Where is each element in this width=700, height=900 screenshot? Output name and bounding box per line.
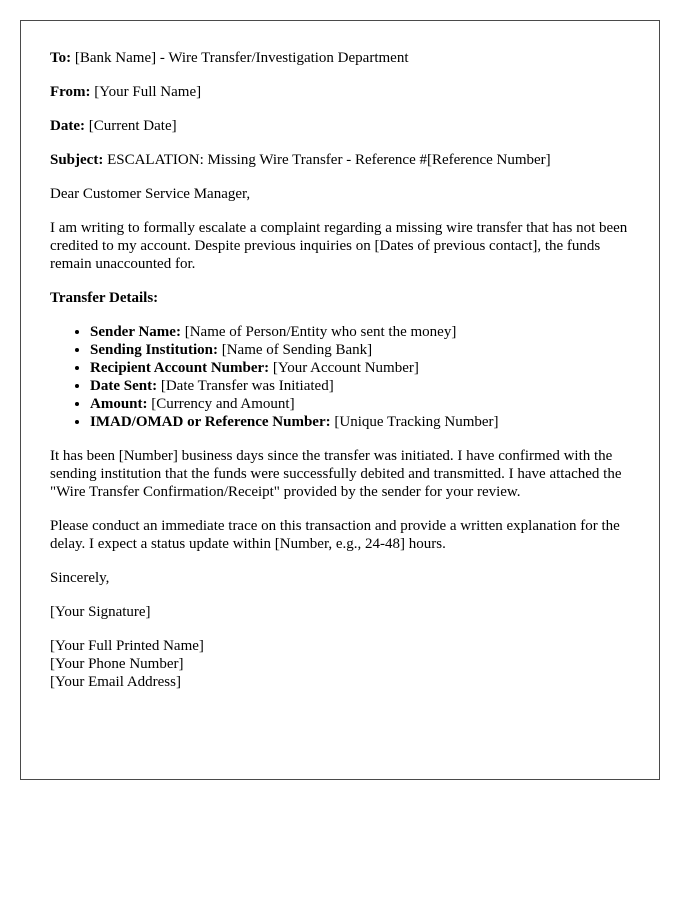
to-line bbox=[50, 49, 640, 67]
list-item bbox=[90, 395, 640, 413]
paragraph-confirmation: It has been [Number] business days since the transfer was initiated. I have confirmed with the sending institution that the funds were successfully debited and transmitted. I have attached the "Wire Transfer Confirmation/Receipt" provided by the sender for your review. bbox=[50, 448, 622, 500]
phone-number: [Your Phone Number] bbox=[50, 656, 184, 672]
contact-block bbox=[50, 637, 640, 691]
subject-label: Subject: bbox=[50, 152, 104, 168]
detail-label: Date Sent: bbox=[90, 378, 158, 394]
detail-value: [Unique Tracking Number] bbox=[330, 414, 499, 430]
detail-value: [Currency and Amount] bbox=[147, 396, 295, 412]
detail-value: [Name of Person/Entity who sent the money] bbox=[180, 324, 457, 340]
detail-label: Recipient Account Number: bbox=[90, 360, 270, 376]
list-item bbox=[90, 323, 640, 341]
subject-line bbox=[50, 151, 640, 169]
detail-label: Amount: bbox=[90, 396, 148, 412]
detail-value: [Your Account Number] bbox=[269, 360, 419, 376]
printed-name: [Your Full Printed Name] bbox=[50, 638, 204, 654]
to-value: [Bank Name] - Wire Transfer/Investigation Department bbox=[71, 50, 409, 66]
list-item bbox=[90, 359, 640, 377]
subject-value: ESCALATION: Missing Wire Transfer - Reference #[Reference Number] bbox=[103, 152, 551, 168]
list-item bbox=[90, 413, 640, 431]
date-line bbox=[50, 117, 640, 135]
detail-label: IMAD/OMAD or Reference Number: bbox=[90, 414, 331, 430]
signature-line: [Your Signature] bbox=[50, 604, 151, 620]
from-line bbox=[50, 83, 640, 101]
list-item bbox=[90, 377, 640, 395]
detail-value: [Name of Sending Bank] bbox=[217, 342, 373, 358]
paragraph-request: Please conduct an immediate trace on this transaction and provide a written explanation for the delay. I expect a status update within [Number, e.g., 24-48] hours. bbox=[50, 518, 620, 552]
from-label: From: bbox=[50, 84, 91, 100]
detail-label: Sending Institution: bbox=[90, 342, 218, 358]
letter-content bbox=[50, 49, 640, 691]
date-value: [Current Date] bbox=[84, 118, 177, 134]
to-label: To: bbox=[50, 50, 72, 66]
date-label: Date: bbox=[50, 118, 85, 134]
transfer-details-list bbox=[50, 323, 640, 431]
letter-page bbox=[20, 20, 660, 780]
sign-off: Sincerely, bbox=[50, 570, 110, 586]
detail-value: [Date Transfer was Initiated] bbox=[157, 378, 334, 394]
list-item bbox=[90, 341, 640, 359]
detail-label: Sender Name: bbox=[90, 324, 181, 340]
email-address: [Your Email Address] bbox=[50, 674, 181, 690]
details-heading: Transfer Details: bbox=[50, 290, 159, 306]
greeting: Dear Customer Service Manager, bbox=[50, 186, 251, 202]
intro-paragraph: I am writing to formally escalate a complaint regarding a missing wire transfer that has not been credited to my account. Despite previous inquiries on [Dates of previous contact], the funds remain unaccounted for. bbox=[50, 220, 628, 272]
from-value: [Your Full Name] bbox=[90, 84, 202, 100]
